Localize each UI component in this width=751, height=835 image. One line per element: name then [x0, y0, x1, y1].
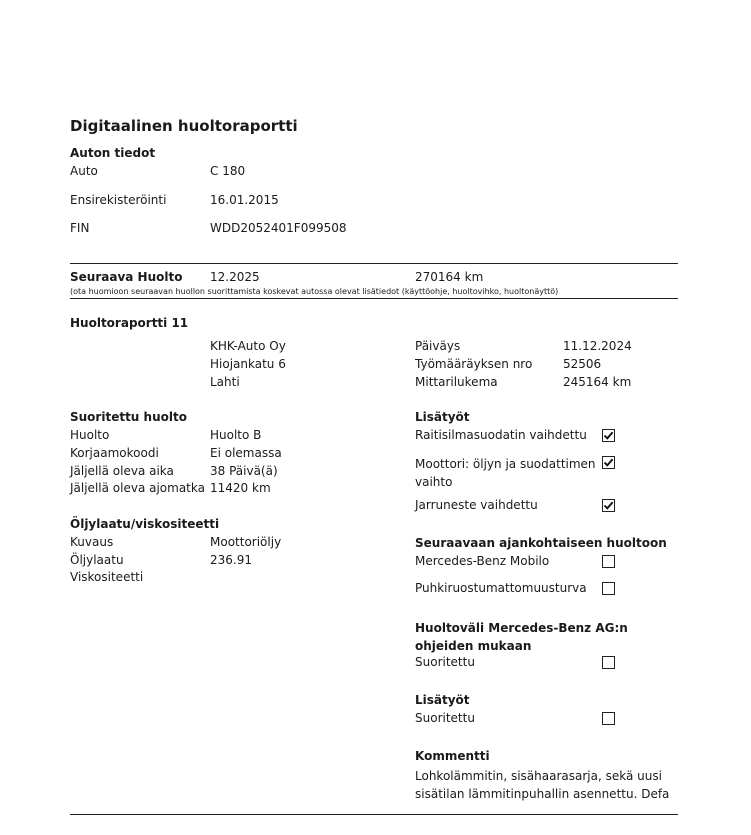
next-current-checkbox[interactable]	[602, 555, 615, 568]
odometer-label: Mittarilukema	[415, 375, 498, 389]
car-model-value: C 180	[210, 164, 246, 178]
extra-work-checkbox[interactable]	[602, 499, 615, 512]
extra-work-checkbox[interactable]	[602, 429, 615, 442]
next-current-item-label: Mercedes-Benz Mobilo	[415, 554, 550, 568]
first-registration-value: 16.01.2015	[210, 193, 279, 207]
dealer-name: KHK-Auto Oy	[210, 339, 286, 353]
interval-heading: Huoltoväli Mercedes-Benz AG:n ohjeiden mukaan	[415, 621, 628, 653]
service-report-heading: Huoltoraportti 11	[70, 316, 189, 330]
remaining-distance-value: 11420 km	[210, 481, 271, 495]
car-model-label: Auto	[70, 164, 98, 178]
fin-label: FIN	[70, 221, 90, 235]
divider	[70, 814, 678, 815]
extra-work-checkbox[interactable]	[602, 456, 615, 469]
extra-work2-checkbox[interactable]	[602, 712, 615, 725]
next-service-note: (ota huomioon seuraavan huollon suorittamista koskevat autossa olevat lisätiedot (käyttöohje, huoltovihko, huoltonäyttö)	[70, 287, 559, 296]
workshop-code-value: Ei olemassa	[210, 446, 282, 460]
next-service-date: 12.2025	[210, 270, 260, 284]
divider	[70, 298, 678, 299]
oil-description-value: Moottoriöljy	[210, 535, 282, 549]
extra-work-heading: Lisätyöt	[415, 410, 470, 424]
viscosity-label: Viskositeetti	[70, 570, 144, 584]
checkmark-icon	[603, 430, 614, 441]
checkmark-icon	[603, 500, 614, 511]
comment-text: Lohkolämmitin, sisähaarasarja, sekä uusi sisätilan lämmitinpuhallin asennettu. Defa	[415, 769, 670, 801]
next-current-heading: Seuraavaan ajankohtaiseen huoltoon	[415, 536, 667, 550]
workshop-code-label: Korjaamokoodi	[70, 446, 159, 460]
interval-item-label: Suoritettu	[415, 655, 475, 669]
car-info-heading: Auton tiedot	[70, 146, 156, 160]
remaining-time-value: 38 Päivä(ä)	[210, 464, 278, 478]
divider	[70, 263, 678, 264]
work-order-label: Työmääräyksen nro	[415, 357, 533, 371]
next-service-label: Seuraava Huolto	[70, 270, 183, 284]
extra-work-item-label: Raitisilmasuodatin vaihdettu	[415, 428, 587, 442]
report-title: Digitaalinen huoltoraportti	[70, 117, 298, 135]
remaining-distance-label: Jäljellä oleva ajomatka	[70, 481, 205, 495]
date-label: Päiväys	[415, 339, 461, 353]
interval-checkbox[interactable]	[602, 656, 615, 669]
fin-value: WDD2052401F099508	[210, 221, 347, 235]
work-order-value: 52506	[563, 357, 602, 371]
odometer-value: 245164 km	[563, 375, 632, 389]
next-current-item-label: Puhkiruostumattomuusturva	[415, 581, 587, 595]
dealer-city: Lahti	[210, 375, 240, 389]
service-label: Huolto	[70, 428, 110, 442]
date-value: 11.12.2024	[563, 339, 632, 353]
oil-quality-label: Öljylaatu	[70, 553, 124, 567]
remaining-time-label: Jäljellä oleva aika	[70, 464, 174, 478]
checkmark-icon	[603, 457, 614, 468]
oil-heading: Öljylaatu/viskositeetti	[70, 517, 220, 531]
comment-heading: Kommentti	[415, 749, 490, 763]
first-registration-label: Ensirekisteröinti	[70, 193, 167, 207]
performed-service-heading: Suoritettu huolto	[70, 410, 187, 424]
oil-quality-value: 236.91	[210, 553, 252, 567]
service-value: Huolto B	[210, 428, 262, 442]
oil-description-label: Kuvaus	[70, 535, 114, 549]
extra-work2-heading: Lisätyöt	[415, 693, 470, 707]
extra-work-item-label: Moottori: öljyn ja suodattimen vaihto	[415, 457, 596, 489]
dealer-street: Hiojankatu 6	[210, 357, 286, 371]
next-service-mileage: 270164 km	[415, 270, 484, 284]
next-current-checkbox[interactable]	[602, 582, 615, 595]
extra-work2-item-label: Suoritettu	[415, 711, 475, 725]
extra-work-item-label: Jarruneste vaihdettu	[415, 498, 538, 512]
